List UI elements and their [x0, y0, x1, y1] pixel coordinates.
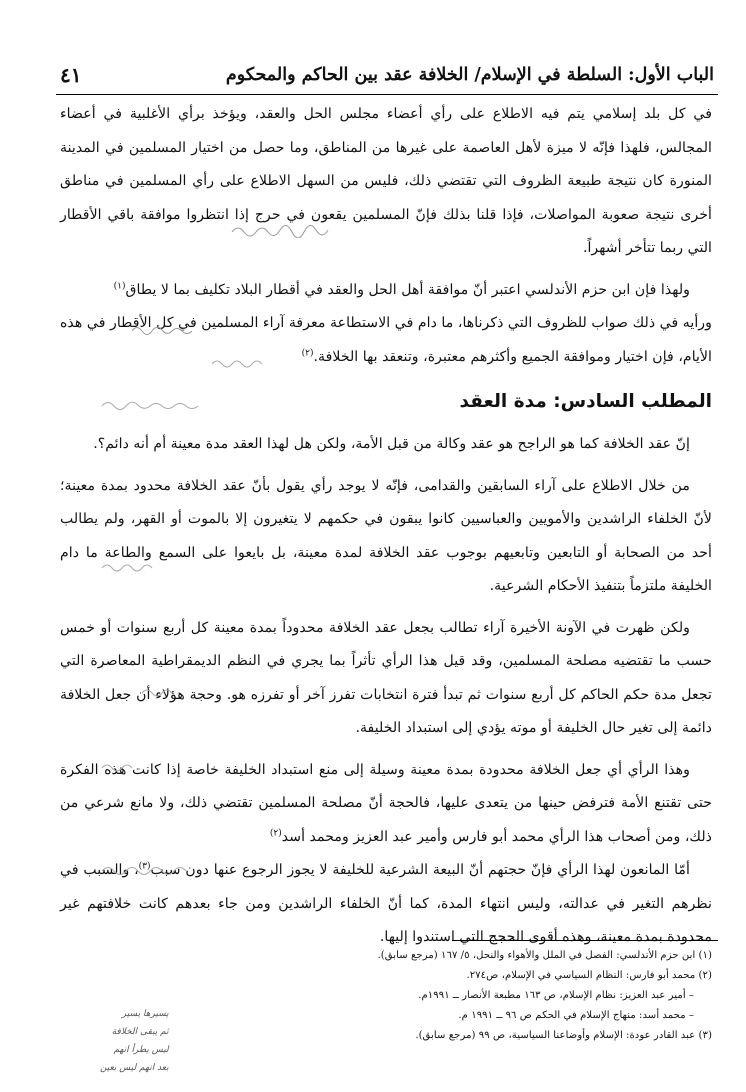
paragraph: ولكن ظهرت في الآونة الأخيرة آراء تطالب بجعل عقد الخلافة محدوداً بمدة معينة كل أربع سنوات أو خمس حسب ما تقتضيه مصلحة المسلمين، وقد قيل هذا الرأي تأثراً بما يجري في النظم الديمقراطية المعاصرة التي تجعل مدة حكم الحاكم كل أربع سنوات ثم تبدأ فترة انتخابات تفرز آخر أو تفرزه هو. وحجة هؤلاء أن جعل الخلافة دائمة إلى تغير حال الخليفة أو موته يؤدي إلى استبداد الخليفة.	[60, 619, 712, 736]
running-header	[60, 58, 714, 92]
margin-note: ثم يبقى الخلافة	[111, 1027, 169, 1037]
paragraph-text: وهذا الرأي أي جعل الخلافة محدودة بمدة معينة وسيلة إلى منع استبداد الخليفة خاصة إذا كانت هذه الفكرة حتى تقتنع الأمة فترفض حينها من يتعدى عليها، فالحجة أنّ مصلحة المسلمين تقتضي ذلك، ولا مانع شرعي من ذلك، ومن أصحاب هذا الرأي محمد أبو فارس وأمير عبد العزيز ومحمد أسد	[60, 761, 712, 845]
margin-note: يسيرها يسير	[121, 1009, 169, 1019]
paragraph-text: ، والسبب في نظرهم التغير في عدالته، وليس انتهاء المدة، كما أنّ الخلفاء الراشدين ومن جاء بعدهم كانت خلافتهم غير محدودة بمدة معينة، وهذه أقوى الحجج التي استندوا إليها.	[60, 862, 712, 945]
paragraph	[60, 754, 712, 855]
footnote-marker[interactable]: (٣)	[138, 861, 151, 872]
handwritten-scribble-icon	[210, 356, 270, 370]
footnote-marker[interactable]: (٢)	[301, 347, 314, 358]
chapter-title: الباب الأول: السلطة في الإسلام/ الخلافة عقد بين الحاكم والمحكوم	[225, 65, 714, 85]
footnote: (٢) محمد أبو فارس: النظام السياسي في الإسلام، ص٢٧٤.	[466, 970, 712, 981]
page-number: ٤١	[60, 63, 82, 87]
footnote-marker[interactable]: (٢)	[269, 827, 282, 838]
handwritten-scribble-icon	[100, 398, 210, 412]
footnote: – محمد أسد: منهاج الإسلام في الحكم ص ٩٦ ــ ١٩٩١ م.	[458, 1010, 694, 1021]
paragraph: إنّ عقد الخلافة كما هو الراجح هو عقد وكالة من قبل الأمة، ولكن هل لهذا العقد مدة معينة أم أنه دائم؟.	[93, 436, 690, 452]
footnote: (٣) عبد القادر عودة: الإسلام وأوضاعنا السياسية، ص ٩٩ (مرجع سابق).	[415, 1030, 712, 1041]
handwritten-scribble-icon	[140, 685, 180, 699]
body-text	[60, 98, 712, 955]
paragraph-text: أمّا المانعون لهذا الرأي فإنّ حجتهم أنّ البيعة الشرعية للخليفة لا يجوز الرجوع عنها دون سبب	[150, 862, 690, 878]
header-rule	[56, 94, 718, 95]
footnote-marker[interactable]: (١)	[113, 280, 126, 291]
paragraph-text: ولهذا فإن ابن حزم الأندلسي اعتبر أنّ موافقة أهل الحل والعقد في أقطار البلاد تكليف بما لا يطاق	[125, 281, 690, 298]
paragraph	[60, 274, 712, 308]
paragraph	[60, 307, 712, 374]
handwritten-scribble-icon	[100, 560, 170, 574]
footnote-rule	[452, 940, 718, 941]
handwritten-scribble-icon	[100, 863, 190, 877]
paragraph: من خلال الاطلاع على آراء السابقين والقدامى، فإنّه لا يوجد رأي يقول بأنّ عقد الخلافة محدود بمدة معينة؛ لأنّ الخلفاء الراشدين والأمويين والعباسيين كانوا يبقون في حكمهم لا يتغيرون إلا بالموت أو القهر، ولم يطالب أحد من الصحابة أو التابعين وتابعيهم بوجوب عقد الخلافة لمدة معينة، بل بايعوا على السمع والطاعة ما دام الخليفة ملتزماً بتنفيذ الأحكام الشرعية.	[60, 477, 712, 594]
handwritten-scribble-icon	[100, 760, 140, 774]
section-heading: المطلب السادس: مدة العقد	[459, 391, 712, 412]
footnote: – أمير عبد العزيز: نظام الإسلام، ص ١٦٣ مطبعة الأنصار ــ ١٩٩١م.	[418, 990, 694, 1001]
paragraph: في كل بلد إسلامي يتم فيه الاطلاع على رأي أعضاء مجلس الحل والعقد، ويؤخذ برأي الأغلبية في أعضاء المجالس، فلهذا فإنّه لا ميزة لأهل العاصمة على غيرها من المناطق، وما حصل من اختيار المسلمين في المدينة المنورة كان نتيجة طبيعة الظروف التي تقتضي ذلك، فليس من السهل الاطلاع على رأي المسلمين في مناطق أخرى نتيجة صعوبة المواصلات، فإذا قلنا بذلك فإنّ المسلمين يقعون في حرج إذا انتظروا موافقة باقي الأقطار التي ربما تتأخر أشهراً.	[60, 106, 712, 256]
margin-note: بعد انهم ليس بعين	[100, 1063, 169, 1073]
paragraph-text: ورأيه في ذلك صواب للظروف التي ذكرناها، ما دام في الاستطاعة معرفة آراء المسلمين في كل الأقطار في هذه الأيام، فإن اختيار وموافقة الجميع وأكثرهم معتبرة، وتنعقد بها الخلافة.	[60, 315, 712, 365]
margin-note: ليس يطرأ انهم	[113, 1045, 169, 1055]
handwritten-scribble-icon	[230, 222, 340, 238]
footnotes	[300, 946, 712, 1046]
handwritten-scribble-icon	[130, 322, 200, 338]
footnote: (١) ابن حزم الأندلسي: الفصل في الملل والأهواء والنحل، ٥/ ١٦٧ (مرجع سابق).	[377, 950, 712, 961]
handwritten-margin-notes	[100, 1005, 169, 1077]
